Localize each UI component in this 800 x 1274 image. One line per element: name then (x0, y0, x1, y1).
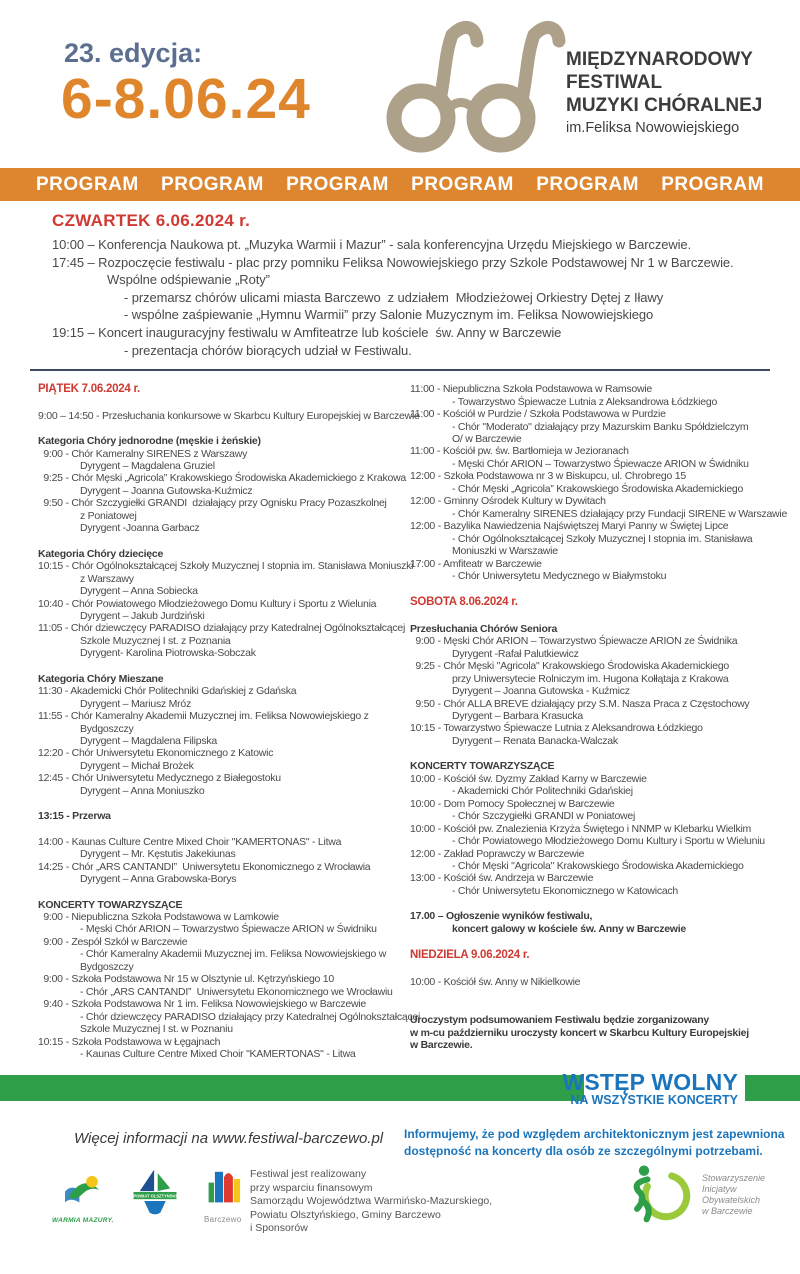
warmia-mazury-logo-icon (56, 1166, 110, 1212)
schedule-line: 13:00 - Kościół św. Andrzeja w Barczewie (410, 872, 594, 885)
powiat-olsztynski-logo-icon (128, 1166, 182, 1218)
support-line: i Sponsorów (250, 1222, 308, 1235)
free-entry-subtitle: NA WSZYSTKIE KONCERTY (570, 1093, 738, 1108)
schedule-line: 9:50 - Chór Szczygiełki GRANDI działający przy Ognisku Pracy Pozaszkolnej (38, 497, 387, 510)
section-heading (410, 760, 792, 772)
schedule-line: Uroczystym podsumowaniem Festiwalu będzie zorganizowany (410, 1014, 709, 1027)
schedule-line: 19:15 – Koncert inauguracyjny festiwalu w Amfiteatrze lub kościele św. Anny w Barczewie (52, 324, 562, 340)
free-entry-text (562, 1070, 738, 1107)
sio-label-line: Inicjatyw (702, 1184, 737, 1195)
schedule-entry (38, 973, 410, 998)
schedule-line: Dyrygent – Jakub Jurdziński (80, 609, 205, 622)
schedule-line: KONCERTY TOWARZYSZĄCE (38, 898, 183, 911)
schedule-line: Kategoria Chóry Mieszane (38, 672, 164, 685)
schedule-line: - Chór Uniwersytetu Ekonomicznego w Katowicach (452, 884, 679, 897)
sio-logo-icon (618, 1162, 696, 1228)
thursday-lines (52, 236, 770, 359)
title-line-1: MIĘDZYNARODOWY (566, 49, 753, 70)
schedule-line: - Chór Kameralny Akademii Muzycznej im. Feliksa Nowowiejskiego w (80, 948, 387, 961)
schedule-line: 10:00 - Kościół pw. Znalezienia Krzyża Świętego i NNMP w Klebarku Wielkim (410, 822, 752, 835)
column-left (38, 383, 421, 1060)
schedule-entry (38, 622, 410, 659)
schedule-line: 9:25 - Chór Męski „Agricola” Krakowskiego Środowiska Akademickiego z Krakowa (38, 472, 406, 485)
schedule-line: Bydgoszczy (80, 722, 134, 735)
schedule-entry (410, 976, 792, 988)
powiat-olsztynski-logo (128, 1166, 182, 1223)
day-heading (410, 949, 792, 961)
schedule-line: 11:05 - Chór dziewczęcy PARADISO działający przy Katedralnej Ogólnokształcącej (38, 622, 406, 635)
support-text (250, 1168, 492, 1236)
schedule-line: - Chór Ogólnokształcącej Szkoły Muzycznej I stopnia im. Stanisława (452, 532, 753, 545)
day-heading (410, 596, 792, 608)
schedule-line: Kategoria Chóry dziecięce (38, 547, 164, 560)
schedule-line: 10:00 - Kościół św. Anny w Nikielkowie (410, 975, 581, 988)
schedule-line: 12:00 - Bazylika Nawiedzenia Najświętszej Maryi Panny w Świętej Lipce (410, 520, 729, 533)
barczewo-logo-label: Barczewo (203, 1215, 242, 1225)
schedule-line: 10:15 - Chór Ogólnokształcącej Szkoły Muzycznej I stopnia im. Stanisława Moniuszki (38, 560, 414, 573)
schedule-line: Szkole Muzycznej I st. w Poznaniu (80, 1023, 233, 1036)
green-bar-left (0, 1075, 584, 1101)
schedule-entry (410, 445, 792, 470)
schedule-entry (38, 836, 410, 861)
schedule-entry (410, 848, 792, 873)
schedule-line: 10:15 - Towarzystwo Śpiewacze Lutnia z Aleksandrowa Łódzkiego (410, 722, 703, 735)
schedule-line: Szkole Muzycznej I st. z Poznania (80, 634, 231, 647)
schedule-line: Dyrygent – Renata Banacka-Walczak (452, 734, 618, 747)
schedule-line: 10:00 - Dom Pomocy Społecznej w Barczewie (410, 797, 615, 810)
svg-text:POWIAT OLSZTYŃSKI: POWIAT OLSZTYŃSKI (133, 1193, 177, 1199)
schedule-line: 17:45 – Rozpoczęcie festiwalu - plac przy pomniku Feliksa Nowowiejskiego przy Szkole Podstawowej Nr 1 w Barczewie. (52, 254, 734, 270)
schedule-line: O/ w Barczewie (452, 432, 522, 445)
schedule-line: - Chór Męski "Agricola" Krakowskiego Środowiska Akademickiego (452, 860, 744, 873)
schedule-entry (410, 383, 792, 408)
schedule-line: 12:00 - Gminny Ośrodek Kultury w Dywitach (410, 495, 606, 508)
festival-subtitle: im.Feliksa Nowowiejskiego (566, 119, 740, 136)
schedule-entry (38, 810, 410, 822)
schedule-line: z Warszawy (80, 572, 134, 585)
day-heading (38, 383, 410, 395)
program-label: PROGRAM (36, 173, 139, 195)
warmia-mazury-logo-label: WARMIA MAZURY. (52, 1217, 114, 1225)
schedule-line: 12:00 - Szkoła Podstawowa nr 3 w Biskupcu, ul. Chrobrego 15 (410, 470, 686, 483)
barczewo-logo-icon (196, 1166, 250, 1210)
section-heading (38, 673, 410, 685)
schedule-line: 17.00 – Ogłoszenie wyników festiwalu, (410, 910, 593, 923)
schedule-line: - Kaunas Culture Centre Mixed Choir "KAMERTONAS" - Litwa (80, 1048, 356, 1060)
schedule-line: 9:00 – 14:50 - Przesłuchania konkursowe w Skarbcu Kultury Europejskiej w Barczewie (38, 409, 420, 422)
schedule-entry (410, 722, 792, 747)
schedule-entry (410, 470, 792, 495)
schedule-line: - Chór "Moderato" działający przy Mazurskim Banku Spółdzielczym (452, 420, 749, 433)
schedule-line: - przemarsz chórów ulicami miasta Barczewo z udziałem Młodzieżowej Orkiestry Dętej z Iławy (124, 289, 664, 305)
schedule-entry (38, 710, 410, 747)
support-line: Festiwal jest realizowany (250, 1168, 367, 1181)
schedule-line: - Chór Uniwersytetu Medycznego w Białymstoku (452, 569, 667, 582)
sio-label-line: Obywatelskich (702, 1195, 761, 1206)
schedule-entry (38, 409, 420, 422)
program-label: PROGRAM (536, 173, 639, 195)
schedule-entry (38, 772, 410, 797)
thursday-title: CZWARTEK 6.06.2024 r. (52, 211, 251, 230)
title-line-2: FESTIWAL (566, 72, 663, 94)
schedule-entry (410, 698, 792, 723)
program-label: PROGRAM (411, 173, 514, 195)
schedule-entry (38, 448, 410, 473)
more-info-url: Więcej informacji na www.festiwal-barczewo.pl (74, 1130, 384, 1148)
schedule-line: - Chór Męski „Agricola” Krakowskiego Środowiska Akademickiego (452, 482, 744, 495)
schedule-line: - Chór dziewczęcy PARADISO działający przy Katedralnej Ogólnokształcącej (80, 1010, 421, 1023)
program-label: PROGRAM (661, 173, 764, 195)
schedule-line: 9:00 - Szkoła Podstawowa Nr 15 w Olsztynie ul. Kętrzyńskiego 10 (38, 973, 334, 986)
schedule-entry (410, 495, 792, 520)
schedule-line: 14:25 - Chór „ARS CANTANDI” Uniwersytetu Ekonomicznego z Wrocławia (38, 860, 371, 873)
program-label: PROGRAM (286, 173, 389, 195)
schedule-line: 11:00 - Kościół w Purdzie / Szkoła Podstawowa w Purdzie (410, 408, 666, 421)
schedule-entry (38, 472, 410, 497)
festival-title (566, 48, 762, 137)
schedule-entry (410, 872, 792, 897)
section-heading (410, 623, 792, 635)
festival-dates: 6-8.06.24 (61, 67, 311, 131)
closing-note (410, 1014, 792, 1051)
schedule-entry (410, 823, 792, 848)
schedule-entry (410, 520, 792, 557)
schedule-entry (38, 1036, 410, 1061)
schedule-line: - Męski Chór ARION – Towarzystwo Śpiewacze ARION w Świdniku (80, 923, 377, 936)
header (0, 0, 800, 168)
schedule-line: Dyrygent – Joanna Gutowska - Kuźmicz (452, 685, 630, 698)
schedule-line: Bydgoszczy (80, 960, 134, 973)
schedule-line: Dyrygent -Joanna Garbacz (80, 522, 200, 535)
schedule-line: - Chór „ARS CANTANDI” Uniwersytetu Ekonomicznego we Wrocławiu (80, 985, 393, 998)
program-banner (0, 168, 800, 201)
section-heading (38, 548, 410, 560)
schedule-line: 9:25 - Chór Męski "Agricola" Krakowskiego Środowiska Akademickiego (410, 660, 730, 673)
schedule-line: - Męski Chór ARION – Towarzystwo Śpiewacze ARION w Świdniku (452, 457, 749, 470)
barczewo-logo (196, 1166, 250, 1224)
schedule-line: w m-cu październiku uroczysty koncert w Skarbcu Kultury Europejskiej (410, 1026, 749, 1039)
schedule-entry (38, 936, 410, 973)
schedule-line: 9:00 - Męski Chór ARION – Towarzystwo Śpiewacze ARION ze Świdnika (410, 635, 738, 648)
schedule-entry (38, 747, 410, 772)
schedule-line: Dyrygent – Anna Grabowska-Borys (80, 873, 237, 886)
schedule-columns (0, 371, 800, 1060)
section-heading (38, 435, 410, 447)
schedule-line: 9:50 - Chór ALLA BREVE działający przy S.M. Nasza Praca z Częstochowy (410, 697, 750, 710)
support-line: Powiatu Olsztyńskiego, Gminy Barczewo (250, 1208, 441, 1221)
schedule-line: 10:00 – Konferencja Naukowa pt. „Muzyka Warmii i Mazur” - sala konferencyjna Urzędu Miejskiego w Barczewie. (52, 237, 692, 252)
schedule-entry (38, 560, 414, 598)
program-label: PROGRAM (161, 173, 264, 195)
title-line-3: MUZYKI CHÓRALNEJ (566, 95, 763, 117)
schedule-line: 17:00 - Amfiteatr w Barczewie (410, 557, 542, 570)
glasses-music-notes-logo-icon (372, 8, 567, 165)
warmia-mazury-logo (52, 1166, 114, 1224)
schedule-line: 12:20 - Chór Uniwersytetu Ekonomicznego z Katowic (38, 747, 274, 760)
schedule-line: Dyrygent – Joanna Gutowska-Kuźmicz (80, 484, 253, 497)
sio-label-line: w Barczewie (702, 1206, 753, 1217)
schedule-line: 9:00 - Niepubliczna Szkoła Podstawowa w Lamkowie (38, 911, 279, 924)
schedule-line: 10:00 - Kościół św. Dyzmy Zakład Karny w Barczewie (410, 772, 647, 785)
schedule-line: Dyrygent- Karolina Piotrowska-Sobczak (80, 647, 256, 660)
schedule-line: Dyrygent – Anna Sobiecka (80, 585, 198, 598)
schedule-line: Dyrygent – Michał Brożek (80, 759, 194, 772)
free-entry-banner (0, 1070, 800, 1114)
schedule-line: SOBOTA 8.06.2024 r. (410, 596, 518, 609)
schedule-line: 11:55 - Chór Kameralny Akademii Muzycznej im. Feliksa Nowowiejskiego z (38, 710, 369, 723)
schedule-line: 12:45 - Chór Uniwersytetu Medycznego z Białegostoku (38, 772, 281, 785)
schedule-line: koncert galowy w kościele św. Anny w Barczewie (452, 922, 686, 935)
schedule-line: - Chór Szczygiełki GRANDI w Poniatowej (452, 810, 636, 823)
schedule-entry (38, 685, 410, 710)
schedule-line: 13:15 - Przerwa (38, 810, 111, 823)
schedule-entry (38, 861, 410, 886)
schedule-entry (410, 798, 792, 823)
schedule-line: - Akademicki Chór Politechniki Gdańskiej (452, 785, 633, 798)
schedule-line: Dyrygent – Magdalena Filipska (80, 735, 217, 748)
schedule-entry (38, 598, 410, 623)
section-heading (38, 899, 410, 911)
schedule-line: 10:40 - Chór Powiatowego Młodzieżowego Domu Kultury i Sportu z Wielunia (38, 597, 377, 610)
schedule-line: Dyrygent – Mariusz Mróz (80, 697, 191, 710)
schedule-entry (410, 408, 792, 445)
schedule-line: Dyrygent – Barbara Krasucka (452, 710, 583, 723)
sponsor-logos-row (52, 1166, 264, 1224)
schedule-line: PIĄTEK 7.06.2024 r. (38, 383, 141, 396)
schedule-line: NIEDZIELA 9.06.2024 r. (410, 949, 530, 962)
support-line: przy wsparciu finansowym (250, 1181, 373, 1194)
schedule-line: przy Uniwersytecie Rolniczym im. Hugona Kołłątaja z Krakowa (452, 672, 729, 685)
sio-logo-label (702, 1173, 765, 1217)
free-entry-title: WSTĘP WOLNY (562, 1069, 738, 1096)
schedule-line: 11:30 - Akademicki Chór Politechniki Gdańskiej z Gdańska (38, 685, 297, 698)
schedule-entry (410, 635, 792, 660)
sio-logo (618, 1162, 765, 1228)
schedule-line: Dyrygent – Magdalena Gruziel (80, 459, 215, 472)
schedule-entry (410, 558, 792, 583)
schedule-line: - Towarzystwo Śpiewacze Lutnia z Aleksandrowa Łódzkiego (452, 395, 718, 408)
schedule-entry (38, 497, 410, 534)
schedule-line: 11:00 - Niepubliczna Szkoła Podstawowa w Ramsowie (410, 383, 653, 396)
schedule-line: 9:00 - Zespół Szkół w Barczewie (38, 935, 188, 948)
schedule-line: - Chór Powiatowego Młodzieżowego Domu Kultury i Sportu w Wieluniu (452, 835, 765, 848)
schedule-line: KONCERTY TOWARZYSZĄCE (410, 760, 555, 773)
footer (0, 1114, 800, 1274)
accessibility-note: Informujemy, że pod względem architektonicznym jest zapewniona dostępność na koncerty dla osób ze szczególnymi potrzebami. (404, 1127, 785, 1158)
schedule-line: - prezentacja chórów biorących udział w Festiwalu. (124, 342, 412, 358)
schedule-entry (410, 910, 792, 935)
green-bar-right (745, 1075, 800, 1101)
schedule-line: - Chór Kameralny SIRENES działający przy Fundacji SIRENE w Warszawie (452, 507, 788, 520)
schedule-line: 10:15 - Szkoła Podstawowa w Łęgajnach (38, 1035, 221, 1048)
sio-label-line: Stowarzyszenie (702, 1173, 766, 1184)
schedule-line: 12:00 - Zakład Poprawczy w Barczewie (410, 847, 585, 860)
schedule-line: Przesłuchania Chórów Seniora (410, 622, 558, 635)
column-right (410, 383, 792, 1060)
schedule-line: 11:00 - Kościół pw. św. Bartłomieja w Jezioranach (410, 445, 629, 458)
schedule-entry (410, 773, 792, 798)
schedule-line: Dyrygent – Anna Moniuszko (80, 784, 205, 797)
schedule-line: Dyrygent – Mr. Kęstutis Jakekiunas (80, 848, 236, 861)
schedule-line: Dyrygent -Rafał Palutkiewicz (452, 647, 579, 660)
schedule-line: Kategoria Chóry jednorodne (męskie i żeńskie) (38, 435, 261, 448)
support-line: Samorządu Województwa Warmińsko-Mazurskiego, (250, 1195, 493, 1208)
schedule-line: - wspólne zaśpiewanie „Hymnu Warmii” przy Salonie Muzycznym im. Feliksa Nowowiejskiego (124, 307, 654, 323)
schedule-entry (410, 660, 792, 697)
schedule-line: 14:00 - Kaunas Culture Centre Mixed Choir "KAMERTONAS" - Litwa (38, 835, 342, 848)
schedule-line: 9:00 - Chór Kameralny SIRENES z Warszawy (38, 447, 248, 460)
schedule-line: w Barczewie. (410, 1039, 473, 1052)
schedule-line: z Poniatowej (80, 509, 137, 522)
schedule-entry (38, 911, 410, 936)
schedule-line: Moniuszki w Warszawie (452, 545, 558, 558)
schedule-entry (38, 998, 421, 1036)
edition-label: 23. edycja: (64, 38, 203, 68)
schedule-line: 9:40 - Szkoła Podstawowa Nr 1 im. Feliksa Nowowiejskiego w Barczewie (38, 998, 366, 1011)
thursday-section (0, 201, 800, 365)
schedule-line: Wspólne odśpiewanie „Roty” (107, 272, 270, 288)
